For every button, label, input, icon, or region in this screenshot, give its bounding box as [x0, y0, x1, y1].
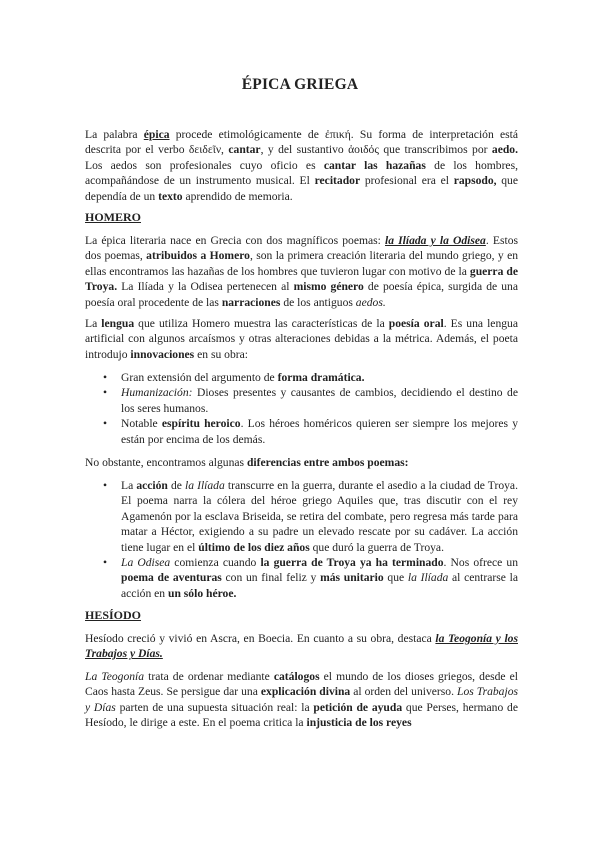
list-item [85, 416, 518, 447]
emphasis: épica [143, 128, 170, 141]
homero-paragraph-2 [85, 316, 518, 362]
emphasis: petición de ayuda [313, 700, 403, 714]
text: No obstante, encontramos algunas [85, 456, 247, 469]
emphasis: cantar [228, 143, 261, 157]
italic-text: Humanización: [121, 386, 193, 400]
text: procede etimológicamente de ἐπική. Su forma de interpretación está descrita por el verbo δειδεῖν, [85, 128, 518, 157]
italic-text: la Ilíada [407, 571, 449, 585]
emphasis: texto [158, 189, 183, 203]
text: La [85, 317, 102, 330]
text: de [167, 479, 185, 492]
hesiodo-paragraph-2 [85, 669, 518, 731]
emphasis: injusticia de los reyes [306, 716, 412, 730]
emphasis: más unitario [320, 571, 384, 585]
text: que [383, 571, 408, 585]
emphasis: acción [136, 479, 168, 492]
document-title: ÉPICA GRIEGA [241, 76, 359, 93]
text: parten de una supuesta situación real: la [115, 700, 314, 714]
list-item [85, 478, 518, 555]
text: Hesíodo creció y vivió en Ascra, en Boecia. En cuanto a su obra, destaca [85, 632, 436, 645]
emphasis: recitador [314, 174, 361, 188]
text: comienza cuando [170, 556, 261, 570]
italic-text: aedos. [355, 295, 386, 309]
text: con un final feliz y [221, 571, 321, 585]
text: que utiliza Homero muestra las características de la [134, 317, 389, 330]
text: , y del sustantivo ἀοιδός que transcribimos por [260, 143, 492, 157]
emphasis: aedo. [491, 143, 518, 157]
emphasis: cantar las hazañas [323, 158, 426, 172]
innovations-list [85, 370, 518, 447]
emphasis: rapsodo, [453, 174, 497, 188]
list-item [85, 385, 518, 416]
emphasis: poema de aventuras [121, 571, 222, 585]
italic-text: la Ilíada [184, 479, 225, 492]
text: que Perses, hermano de Hesíodo, le dirige a este. En el poema critica la [85, 700, 518, 730]
emphasis: lengua [101, 317, 135, 330]
differences-list [85, 478, 518, 601]
text: de los antiguos [280, 295, 356, 309]
text: . Estos dos poemas, [85, 234, 519, 263]
emphasis: narraciones [221, 295, 281, 309]
emphasis: último de los diez años [198, 540, 310, 554]
work-title: la Ilíada y la Odisea [385, 234, 486, 247]
text: La Ilíada y la Odisea pertenecen al [117, 280, 294, 294]
text: transcurre en la guerra, durante el asedio a la ciudad de Troya. El poema narra la cólera del héroe griego Aquiles que, tras discutir con el rey Agamenón por la esclava Briseida, se retira del combate, pero regresa más tarde para matar a Héctor, exigiendo a su padre un elevado rescate por su cadáver. La acción tiene lugar en el [121, 479, 518, 554]
text: trata de ordenar mediante [144, 670, 274, 683]
emphasis: diferencias entre ambos poemas: [246, 456, 409, 469]
emphasis: explicación divina [260, 685, 351, 699]
list-item [85, 370, 518, 385]
text: de los hombres, acompañándose de un instrumento musical. El [85, 158, 518, 188]
emphasis: innovaciones [130, 347, 195, 361]
emphasis: un sólo héroe. [168, 586, 237, 600]
emphasis: poesía oral [388, 317, 444, 330]
text: Gran extensión del argumento de [121, 371, 278, 384]
text: de poesía épica, surgida de una poesía oral procedente de las [85, 280, 518, 309]
italic-text: Los Trabajos y Días [85, 685, 519, 714]
italic-text: La Odisea [121, 556, 171, 570]
emphasis: guerra de Troya. [85, 264, 518, 294]
text: al centrarse la acción en [121, 571, 518, 600]
section-heading-homero: HOMERO [85, 210, 141, 224]
text: . Es una lengua artificial con algunos arcaísmos y otras alteraciones debidas a la métrica. Además, el poeta introdujo [85, 317, 518, 361]
text: Los aedos son profesionales cuyo oficio es [85, 158, 324, 172]
section-heading-hesiodo: HESÍODO [85, 608, 142, 622]
emphasis: catálogos [273, 670, 320, 683]
emphasis: forma dramática. [277, 371, 365, 384]
homero-paragraph-3 [85, 455, 518, 470]
italic-text: La Teogonía [85, 670, 145, 683]
text: aprendido de memoria. [182, 189, 293, 203]
text: La palabra [85, 128, 144, 141]
emphasis: espíritu heroico [161, 417, 241, 431]
text: , son la primera creación literaria del mundo griego, y en ellas encontramos las hazañas de los hombres que tuvieron lugar con motivo de la [85, 249, 519, 278]
intro-paragraph [85, 127, 518, 204]
text: profesional era el [360, 174, 454, 188]
text: La [121, 479, 137, 492]
emphasis: atribuidos a Homero [146, 249, 250, 263]
text: La épica literaria nace en Grecia con dos magníficos poemas: [85, 234, 385, 247]
text: Notable [121, 417, 162, 431]
text: en su obra: [194, 347, 248, 361]
text: el mundo de los dioses griegos, desde el Caos hasta Zeus. Se persigue dar una [85, 670, 518, 699]
text: Dioses presentes y causantes de cambios, decidiendo el destino de los seres humanos. [121, 386, 518, 415]
text: que dependía de un [85, 174, 518, 203]
hesiodo-paragraph-1 [85, 631, 518, 662]
text: . Nos ofrece un [443, 556, 518, 570]
text: . Los héroes homéricos quieren ser siempre los mejores y están por encima de los demás. [121, 417, 518, 446]
work-title: la Teogonía y los Trabajos y Días. [85, 632, 518, 661]
text: que duró la guerra de Troya. [309, 540, 444, 554]
list-item [85, 555, 518, 601]
text: al orden del universo. [350, 685, 457, 699]
homero-paragraph-1 [85, 233, 518, 310]
emphasis: la guerra de Troya ya ha terminado [260, 556, 444, 570]
emphasis: mismo género [293, 280, 364, 294]
